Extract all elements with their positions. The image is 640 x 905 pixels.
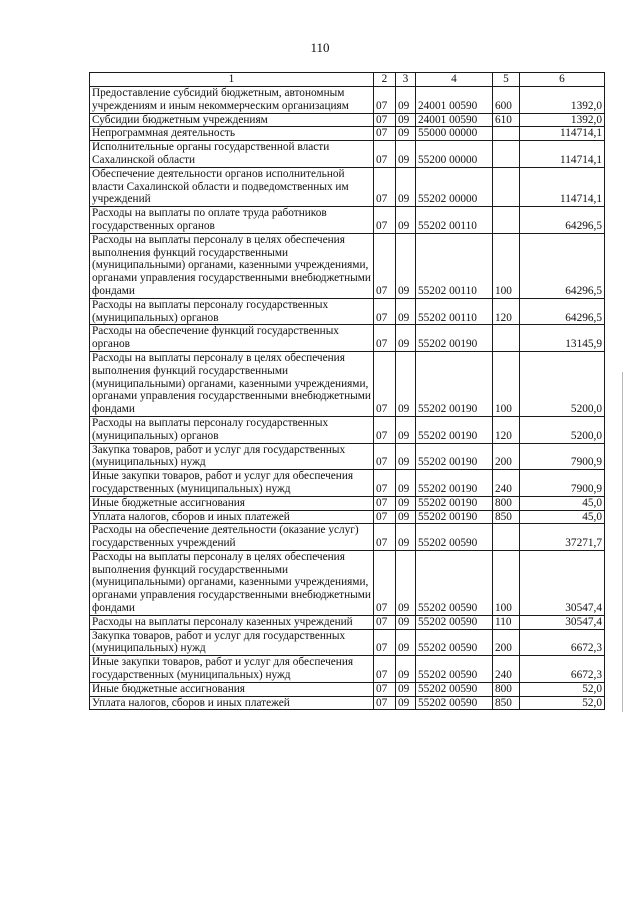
row-section-cell: 07: [374, 524, 396, 551]
row-expense-type-cell: [493, 207, 520, 234]
row-subsection-cell: 09: [396, 510, 416, 524]
row-subsection-cell: 09: [396, 127, 416, 141]
row-expense-type-cell: 100: [493, 233, 520, 298]
table-header-row: [90, 73, 605, 87]
column-header-3: 3: [396, 73, 416, 87]
row-section-cell: 07: [374, 141, 396, 168]
row-section-cell: 07: [374, 496, 396, 510]
row-amount-cell: 64296,5: [520, 298, 605, 325]
row-expense-type-cell: 100: [493, 351, 520, 416]
row-expense-type-cell: 600: [493, 87, 520, 114]
table-row: [90, 113, 605, 127]
row-expense-type-cell: [493, 141, 520, 168]
row-amount-cell: 37271,7: [520, 524, 605, 551]
row-target-article-cell: 55202 00590: [416, 524, 493, 551]
row-subsection-cell: 09: [396, 113, 416, 127]
row-section-cell: 07: [374, 298, 396, 325]
row-name-cell: Иные закупки товаров, работ и услуг для обеспечения государственных (муниципальных) нужд: [90, 656, 374, 683]
row-expense-type-cell: 850: [493, 696, 520, 710]
row-subsection-cell: 09: [396, 496, 416, 510]
row-amount-cell: 7900,9: [520, 470, 605, 497]
row-subsection-cell: 09: [396, 443, 416, 470]
row-target-article-cell: 55202 00590: [416, 615, 493, 629]
row-name-cell: Расходы на выплаты персоналу государственных (муниципальных) органов: [90, 298, 374, 325]
row-target-article-cell: 55202 00190: [416, 416, 493, 443]
row-target-article-cell: 55202 00590: [416, 696, 493, 710]
row-name-cell: Иные закупки товаров, работ и услуг для обеспечения государственных (муниципальных) нужд: [90, 470, 374, 497]
row-subsection-cell: 09: [396, 696, 416, 710]
scan-edge-line: [622, 372, 623, 712]
row-expense-type-cell: 100: [493, 550, 520, 615]
table-row: [90, 141, 605, 168]
row-section-cell: 07: [374, 629, 396, 656]
table-row: [90, 416, 605, 443]
row-amount-cell: 30547,4: [520, 550, 605, 615]
table-row: [90, 510, 605, 524]
row-amount-cell: 6672,3: [520, 656, 605, 683]
table-row: [90, 443, 605, 470]
table-row: [90, 351, 605, 416]
row-expense-type-cell: [493, 524, 520, 551]
row-amount-cell: 52,0: [520, 682, 605, 696]
table-row: [90, 167, 605, 206]
row-target-article-cell: 55202 00590: [416, 682, 493, 696]
row-name-cell: Расходы на выплаты персоналу в целях обеспечения выполнения функций государственными (муниципальными) органами, казенными учреждениями, органами управления государственными внебюджетными фондами: [90, 351, 374, 416]
row-target-article-cell: 55202 00190: [416, 351, 493, 416]
row-section-cell: 07: [374, 207, 396, 234]
table-row: [90, 87, 605, 114]
row-name-cell: Обеспечение деятельности органов исполнительной власти Сахалинской области и подведомственных им учреждений: [90, 167, 374, 206]
row-target-article-cell: 55200 00000: [416, 141, 493, 168]
row-subsection-cell: 09: [396, 629, 416, 656]
row-amount-cell: 45,0: [520, 496, 605, 510]
row-subsection-cell: 09: [396, 416, 416, 443]
row-expense-type-cell: 240: [493, 656, 520, 683]
table-row: [90, 550, 605, 615]
row-amount-cell: 6672,3: [520, 629, 605, 656]
row-section-cell: 07: [374, 416, 396, 443]
table-row: [90, 470, 605, 497]
row-target-article-cell: 55202 00110: [416, 233, 493, 298]
column-header-6: 6: [520, 73, 605, 87]
row-name-cell: Расходы на выплаты персоналу казенных учреждений: [90, 615, 374, 629]
row-subsection-cell: 09: [396, 524, 416, 551]
row-target-article-cell: 55202 00590: [416, 629, 493, 656]
row-section-cell: 07: [374, 696, 396, 710]
row-amount-cell: 13145,9: [520, 325, 605, 352]
row-subsection-cell: 09: [396, 141, 416, 168]
column-header-1: 1: [90, 73, 374, 87]
row-subsection-cell: 09: [396, 87, 416, 114]
row-name-cell: Расходы на выплаты персоналу государственных (муниципальных) органов: [90, 416, 374, 443]
row-section-cell: 07: [374, 682, 396, 696]
row-subsection-cell: 09: [396, 351, 416, 416]
row-amount-cell: 114714,1: [520, 127, 605, 141]
row-amount-cell: 45,0: [520, 510, 605, 524]
row-target-article-cell: 55202 00190: [416, 470, 493, 497]
row-subsection-cell: 09: [396, 656, 416, 683]
table-row: [90, 656, 605, 683]
row-amount-cell: 1392,0: [520, 113, 605, 127]
row-name-cell: Непрограммная деятельность: [90, 127, 374, 141]
column-header-2: 2: [374, 73, 396, 87]
row-expense-type-cell: 120: [493, 416, 520, 443]
row-subsection-cell: 09: [396, 298, 416, 325]
row-expense-type-cell: 800: [493, 496, 520, 510]
row-expense-type-cell: [493, 127, 520, 141]
row-section-cell: 07: [374, 351, 396, 416]
table-row: [90, 682, 605, 696]
row-subsection-cell: 09: [396, 615, 416, 629]
row-section-cell: 07: [374, 127, 396, 141]
table-row: [90, 615, 605, 629]
row-name-cell: Закупка товаров, работ и услуг для государственных (муниципальных) нужд: [90, 629, 374, 656]
row-expense-type-cell: 200: [493, 629, 520, 656]
row-target-article-cell: 55202 00590: [416, 550, 493, 615]
row-name-cell: Расходы на обеспечение деятельности (оказание услуг) государственных учреждений: [90, 524, 374, 551]
table-row: [90, 298, 605, 325]
table-row: [90, 696, 605, 710]
row-target-article-cell: 24001 00590: [416, 87, 493, 114]
row-expense-type-cell: 120: [493, 298, 520, 325]
row-expense-type-cell: 110: [493, 615, 520, 629]
row-subsection-cell: 09: [396, 207, 416, 234]
table-row: [90, 496, 605, 510]
table-row: [90, 233, 605, 298]
row-expense-type-cell: 850: [493, 510, 520, 524]
row-name-cell: Расходы на выплаты по оплате труда работников государственных органов: [90, 207, 374, 234]
page-number: 110: [310, 40, 330, 55]
row-subsection-cell: 09: [396, 325, 416, 352]
row-amount-cell: 114714,1: [520, 167, 605, 206]
row-target-article-cell: 24001 00590: [416, 113, 493, 127]
row-target-article-cell: 55202 00590: [416, 656, 493, 683]
row-expense-type-cell: 800: [493, 682, 520, 696]
table-row: [90, 127, 605, 141]
row-name-cell: Предоставление субсидий бюджетным, автономным учреждениям и иным некоммерческим организациям: [90, 87, 374, 114]
row-target-article-cell: 55202 00110: [416, 207, 493, 234]
row-expense-type-cell: [493, 167, 520, 206]
row-expense-type-cell: 610: [493, 113, 520, 127]
budget-table-body: [90, 73, 605, 710]
row-section-cell: 07: [374, 470, 396, 497]
row-section-cell: 07: [374, 325, 396, 352]
row-name-cell: Закупка товаров, работ и услуг для государственных (муниципальных) нужд: [90, 443, 374, 470]
row-amount-cell: 1392,0: [520, 87, 605, 114]
row-expense-type-cell: [493, 325, 520, 352]
row-name-cell: Уплата налогов, сборов и иных платежей: [90, 696, 374, 710]
row-subsection-cell: 09: [396, 550, 416, 615]
row-target-article-cell: 55202 00190: [416, 443, 493, 470]
row-section-cell: 07: [374, 87, 396, 114]
row-subsection-cell: 09: [396, 682, 416, 696]
row-amount-cell: 5200,0: [520, 351, 605, 416]
row-section-cell: 07: [374, 510, 396, 524]
row-section-cell: 07: [374, 233, 396, 298]
row-subsection-cell: 09: [396, 233, 416, 298]
row-section-cell: 07: [374, 443, 396, 470]
row-subsection-cell: 09: [396, 470, 416, 497]
table-row: [90, 629, 605, 656]
row-name-cell: Субсидии бюджетным учреждениям: [90, 113, 374, 127]
row-amount-cell: 52,0: [520, 696, 605, 710]
row-name-cell: Расходы на выплаты персоналу в целях обеспечения выполнения функций государственными (муниципальными) органами, казенными учреждениями, органами управления государственными внебюджетными фондами: [90, 233, 374, 298]
row-section-cell: 07: [374, 113, 396, 127]
row-name-cell: Исполнительные органы государственной власти Сахалинской области: [90, 141, 374, 168]
row-target-article-cell: 55202 00190: [416, 325, 493, 352]
row-amount-cell: 114714,1: [520, 141, 605, 168]
row-target-article-cell: 55202 00190: [416, 510, 493, 524]
row-section-cell: 07: [374, 615, 396, 629]
row-section-cell: 07: [374, 656, 396, 683]
row-name-cell: Расходы на выплаты персоналу в целях обеспечения выполнения функций государственными (муниципальными) органами, казенными учреждениями, органами управления государственными внебюджетными фондами: [90, 550, 374, 615]
row-section-cell: 07: [374, 167, 396, 206]
row-amount-cell: 5200,0: [520, 416, 605, 443]
row-amount-cell: 64296,5: [520, 207, 605, 234]
row-name-cell: Уплата налогов, сборов и иных платежей: [90, 510, 374, 524]
row-section-cell: 07: [374, 550, 396, 615]
table-row: [90, 325, 605, 352]
row-name-cell: Расходы на обеспечение функций государственных органов: [90, 325, 374, 352]
row-amount-cell: 64296,5: [520, 233, 605, 298]
row-expense-type-cell: 240: [493, 470, 520, 497]
row-target-article-cell: 55000 00000: [416, 127, 493, 141]
table-row: [90, 524, 605, 551]
row-name-cell: Иные бюджетные ассигнования: [90, 496, 374, 510]
row-target-article-cell: 55202 00110: [416, 298, 493, 325]
row-name-cell: Иные бюджетные ассигнования: [90, 682, 374, 696]
column-header-5: 5: [493, 73, 520, 87]
budget-table: [89, 72, 605, 710]
row-amount-cell: 7900,9: [520, 443, 605, 470]
row-expense-type-cell: 200: [493, 443, 520, 470]
table-row: [90, 207, 605, 234]
row-target-article-cell: 55202 00190: [416, 496, 493, 510]
row-subsection-cell: 09: [396, 167, 416, 206]
row-target-article-cell: 55202 00000: [416, 167, 493, 206]
row-amount-cell: 30547,4: [520, 615, 605, 629]
column-header-4: 4: [416, 73, 493, 87]
